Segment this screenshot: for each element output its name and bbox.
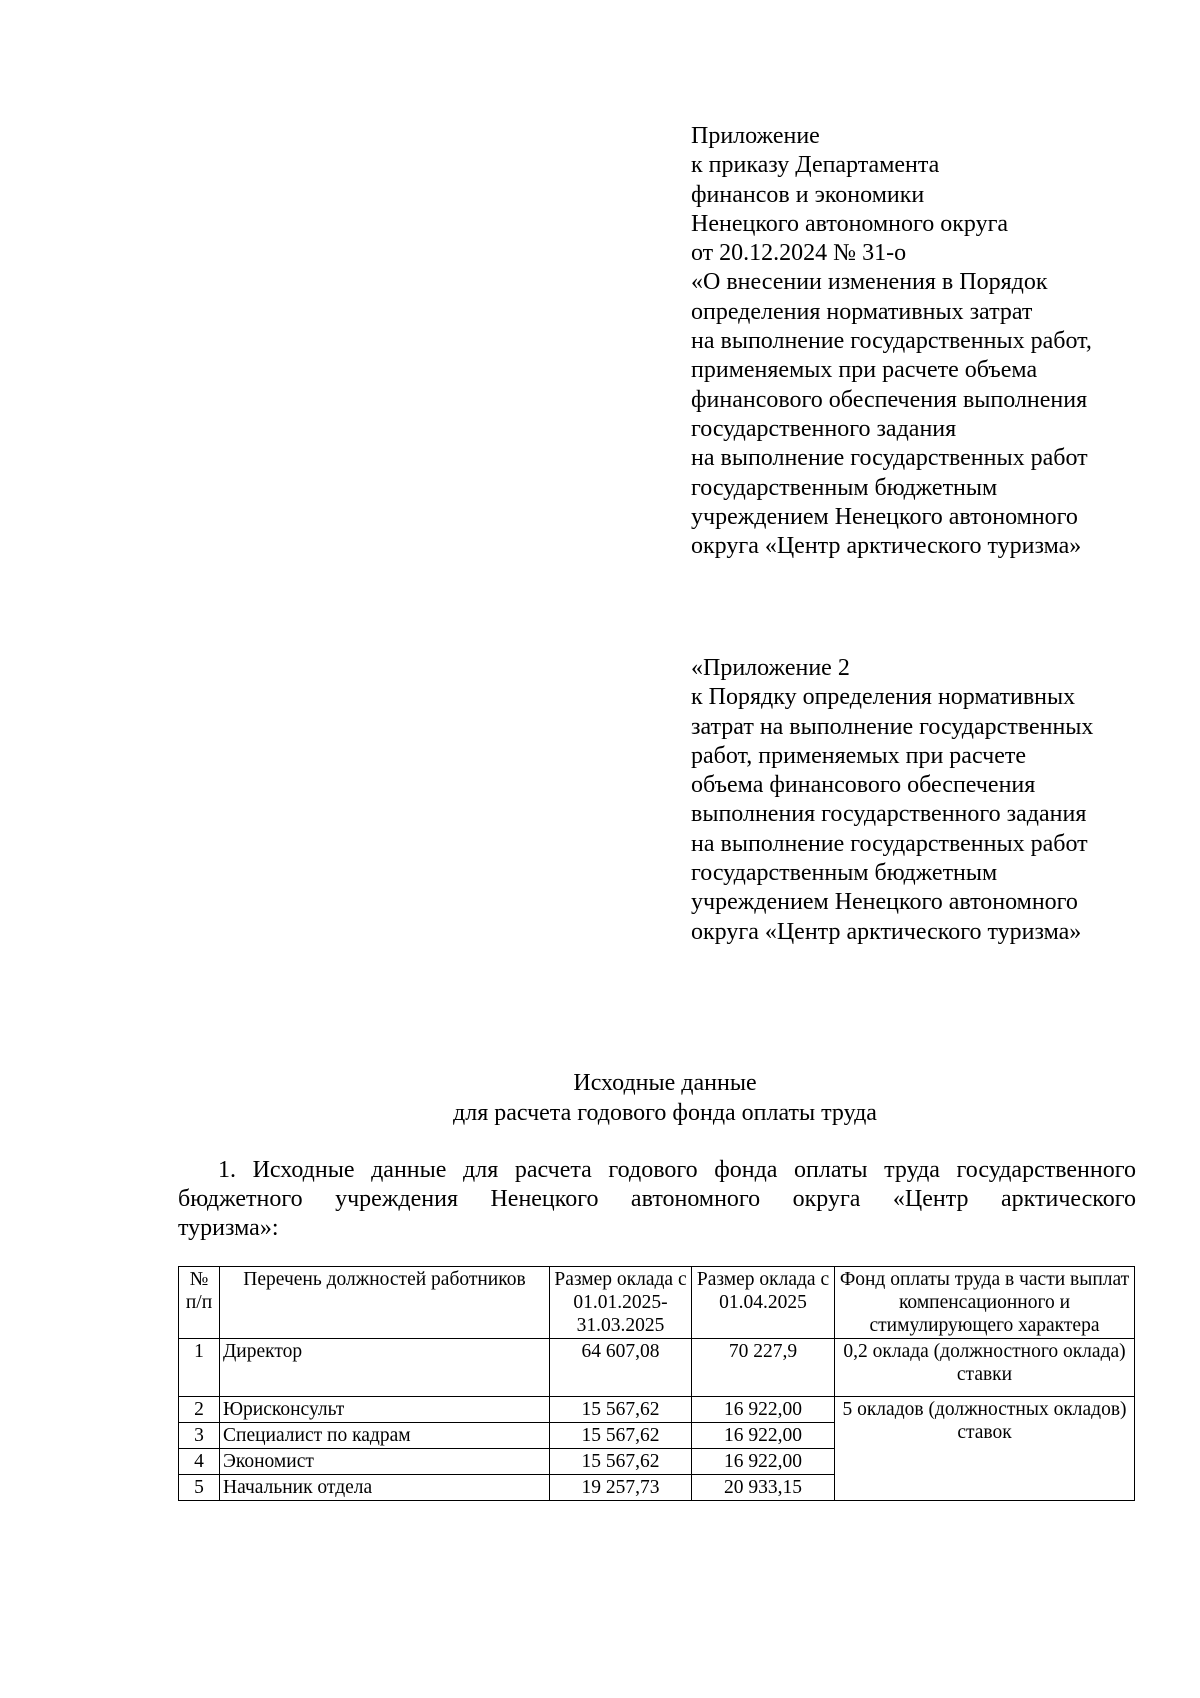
paragraph-line: бюджетного учреждения Ненецкого автономного округа «Центр арктического bbox=[178, 1186, 1136, 1212]
appendix-1-line: финансов и экономики bbox=[691, 181, 925, 208]
appendix-2-line: работ, применяемых при расчете bbox=[691, 742, 1026, 769]
appendix-1-line: округа «Центр арктического туризма» bbox=[691, 533, 1082, 560]
cell-salary-1: 15 567,62 bbox=[550, 1423, 692, 1449]
title-line-2: для расчета годового фонда оплаты труда bbox=[453, 1100, 877, 1126]
document-title bbox=[0, 1068, 1200, 1128]
table-header-row bbox=[179, 1267, 1135, 1339]
appendix-1-line: «О внесении изменения в Порядок bbox=[691, 269, 1048, 296]
cell-salary-1: 64 607,08 bbox=[550, 1339, 692, 1397]
cell-num: 2 bbox=[179, 1397, 220, 1423]
cell-fund: 0,2 оклада (должностного оклада) ставки bbox=[835, 1339, 1135, 1397]
header-fund: Фонд оплаты труда в части выплат компенсационного и стимулирующего характера bbox=[835, 1267, 1135, 1339]
cell-salary-2: 70 227,9 bbox=[692, 1339, 835, 1397]
appendix-2-line: выполнения государственного задания bbox=[691, 801, 1087, 828]
appendix-2-line: государственным бюджетным bbox=[691, 860, 998, 887]
appendix-2-line: «Приложение 2 bbox=[691, 655, 850, 681]
appendix-1-line: учреждением Ненецкого автономного bbox=[691, 503, 1078, 530]
paragraph-line: туризма»: bbox=[178, 1215, 279, 1241]
cell-num: 1 bbox=[179, 1339, 220, 1397]
appendix-1-line: применяемых при расчете объема bbox=[691, 357, 1038, 384]
appendix-1-line: государственного задания bbox=[691, 415, 957, 442]
header-num: № п/п bbox=[179, 1267, 220, 1339]
cell-num: 3 bbox=[179, 1423, 220, 1449]
cell-salary-2: 16 922,00 bbox=[692, 1423, 835, 1449]
appendix-1-line: на выполнение государственных работ, bbox=[691, 328, 1092, 355]
cell-salary-2: 16 922,00 bbox=[692, 1397, 835, 1423]
appendix-1-line: к приказу Департамента bbox=[691, 152, 940, 179]
appendix-2-line: затрат на выполнение государственных bbox=[691, 713, 1094, 740]
appendix-1-line: определения нормативных затрат bbox=[691, 298, 1033, 325]
appendix-1-line: финансового обеспечения выполнения bbox=[691, 386, 1088, 413]
cell-num: 5 bbox=[179, 1475, 220, 1501]
cell-salary-1: 15 567,62 bbox=[550, 1397, 692, 1423]
appendix-2-line: объема финансового обеспечения bbox=[691, 772, 1036, 799]
appendix-1-line: на выполнение государственных работ bbox=[691, 445, 1088, 472]
appendix-2-header bbox=[691, 654, 1093, 947]
appendix-1-line: Ненецкого автономного округа bbox=[691, 210, 1009, 237]
appendix-2-line: на выполнение государственных работ bbox=[691, 830, 1088, 857]
cell-position: Юрисконсульт bbox=[220, 1397, 550, 1423]
header-position: Перечень должностей работников bbox=[220, 1267, 550, 1339]
table-row bbox=[179, 1397, 1135, 1423]
table-row bbox=[179, 1339, 1135, 1397]
header-salary-1: Размер оклада с 01.01.2025-31.03.2025 bbox=[550, 1267, 692, 1339]
appendix-2-line: округа «Центр арктического туризма» bbox=[691, 918, 1082, 945]
paragraph-line: 1. Исходные данные для расчета годового фонда оплаты труда государственного bbox=[218, 1157, 1136, 1183]
cell-salary-1: 19 257,73 bbox=[550, 1475, 692, 1501]
intro-paragraph bbox=[178, 1156, 1136, 1243]
cell-salary-2: 16 922,00 bbox=[692, 1449, 835, 1475]
title-line-1: Исходные данные bbox=[573, 1070, 757, 1096]
cell-salary-2: 20 933,15 bbox=[692, 1475, 835, 1501]
cell-position: Специалист по кадрам bbox=[220, 1423, 550, 1449]
cell-salary-1: 15 567,62 bbox=[550, 1449, 692, 1475]
appendix-1-line: от 20.12.2024 № 31-о bbox=[691, 240, 907, 267]
cell-position: Начальник отдела bbox=[220, 1475, 550, 1501]
appendix-1-line: Приложение bbox=[691, 123, 820, 149]
cell-position: Директор bbox=[220, 1339, 550, 1397]
cell-num: 4 bbox=[179, 1449, 220, 1475]
header-salary-2: Размер оклада с 01.04.2025 bbox=[692, 1267, 835, 1339]
cell-fund: 5 окладов (должностных окладов) ставок bbox=[835, 1397, 1135, 1501]
appendix-1-line: государственным бюджетным bbox=[691, 474, 998, 501]
appendix-2-line: учреждением Ненецкого автономного bbox=[691, 889, 1078, 916]
appendix-2-line: к Порядку определения нормативных bbox=[691, 684, 1076, 711]
cell-position: Экономист bbox=[220, 1449, 550, 1475]
appendix-1-header bbox=[691, 122, 1092, 561]
salary-table bbox=[178, 1266, 1135, 1501]
